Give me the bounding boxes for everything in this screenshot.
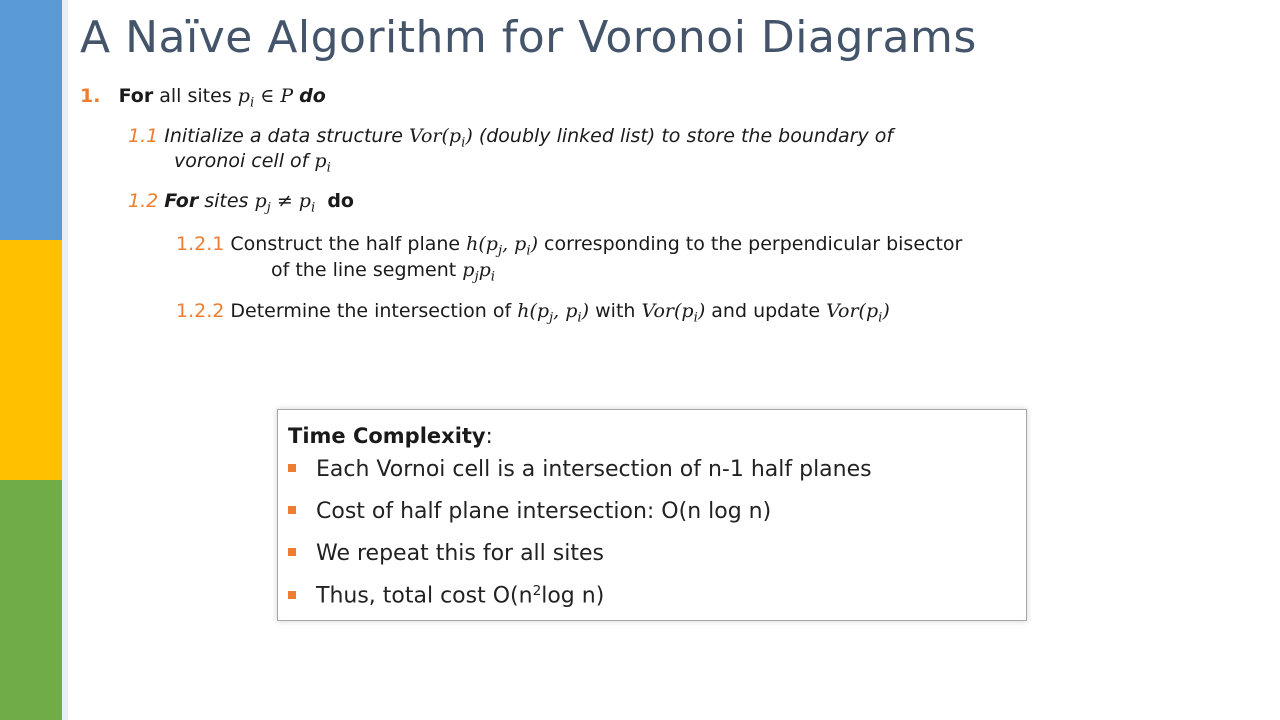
math-p: p: [237, 85, 250, 107]
math-paren: ): [697, 300, 706, 322]
math-sub: i: [249, 95, 255, 111]
math-comma: , p: [502, 233, 527, 255]
math-sub-j: j: [549, 310, 554, 326]
slide-title: A Naïve Algorithm for Voronoi Diagrams: [80, 12, 977, 63]
bullet-text: We repeat this for all sites: [316, 541, 604, 566]
step-text: voronoi cell of: [174, 150, 315, 172]
step-1-2: [128, 189, 354, 221]
math-paren: ): [465, 125, 473, 147]
math-sub-j: j: [266, 200, 271, 216]
accent-stripe-green: [0, 480, 62, 720]
math-sub-i: i: [693, 310, 698, 326]
complexity-bullet: [288, 499, 771, 524]
complexity-bullet: [288, 583, 604, 609]
step-text: Construct the half plane: [224, 233, 467, 255]
math-paren: ): [581, 300, 590, 322]
step-number: 1.2.1: [176, 233, 225, 255]
step-number: 1.2.2: [176, 300, 225, 322]
math-in-set: ∈ P: [254, 85, 300, 107]
math-sub-i: i: [310, 200, 316, 216]
math-pi: p: [298, 190, 311, 212]
bullet-text: Each Vornoi cell is a intersection of n-1 half planes: [316, 457, 872, 482]
complexity-bullet: [288, 541, 604, 566]
bullet-square-icon: [288, 506, 296, 514]
accent-stripe-blue: [0, 0, 62, 240]
bullet-square-icon: [288, 464, 296, 472]
step-1: [80, 84, 326, 116]
math-sub: i: [326, 160, 331, 176]
math-sub: i: [461, 135, 466, 151]
math-h: h(p: [517, 300, 550, 322]
math-sub-i: i: [490, 269, 496, 285]
bullet-square-icon: [288, 591, 296, 599]
math-paren: ): [530, 233, 539, 255]
step-1-2-1-line2: [271, 258, 495, 290]
step-text-2: corresponding to the perpendicular bisector: [538, 233, 963, 255]
bullet-text: Thus, total cost O(n: [316, 583, 533, 609]
step-text: Determine the intersection of: [224, 300, 518, 322]
bullet-text-suffix: log n): [541, 583, 605, 609]
math-pj: p: [254, 190, 267, 212]
complexity-bullet: [288, 457, 872, 482]
math-sub-i: i: [577, 310, 582, 326]
math-neq: ≠: [270, 190, 299, 212]
math-paren: ): [882, 300, 890, 322]
math-vor: Vor: [409, 125, 442, 147]
math-p: (p: [441, 125, 462, 147]
math-pi: p: [478, 259, 491, 281]
math-comma: , p: [553, 300, 578, 322]
step-text: of the line segment: [271, 259, 463, 281]
math-sub-i: i: [526, 243, 531, 259]
step-1-2-2: [176, 299, 890, 331]
keyword-do: do: [299, 85, 326, 107]
step-1-1-line2: [174, 149, 331, 181]
step-number: 1.2: [128, 190, 159, 212]
step-text: all sites: [153, 85, 238, 107]
bullet-square-icon: [288, 548, 296, 556]
step-text: Initialize a data structure: [158, 125, 410, 147]
step-text-and: and update: [705, 300, 827, 322]
math-vor: Vor(p: [826, 300, 879, 322]
step-number: 1.1: [128, 125, 159, 147]
math-sub-j: j: [497, 243, 503, 259]
math-sub-j: j: [474, 269, 479, 285]
superscript: 2: [532, 583, 542, 599]
time-complexity-box: [277, 409, 1027, 621]
math-pj: p: [462, 259, 475, 281]
step-text-with: with: [589, 300, 642, 322]
math-h: h(p: [466, 233, 498, 255]
keyword-for: For: [164, 190, 199, 212]
step-text: sites: [198, 190, 255, 212]
keyword-do: do: [327, 190, 354, 212]
keyword-for: For: [118, 85, 154, 107]
heading-label: Time Complexity: [288, 424, 486, 448]
bullet-text: Cost of half plane intersection: O(n log n): [316, 499, 772, 524]
step-number: 1.: [80, 85, 101, 107]
math-p: p: [314, 150, 327, 172]
time-complexity-heading: [288, 424, 493, 448]
heading-colon: :: [485, 424, 493, 448]
stripe-divider: [62, 0, 68, 720]
accent-stripe-yellow: [0, 240, 62, 480]
math-vor: Vor(p: [641, 300, 694, 322]
math-sub-i: i: [878, 310, 883, 326]
step-text-2: (doubly linked list) to store the boundary of: [472, 125, 894, 147]
